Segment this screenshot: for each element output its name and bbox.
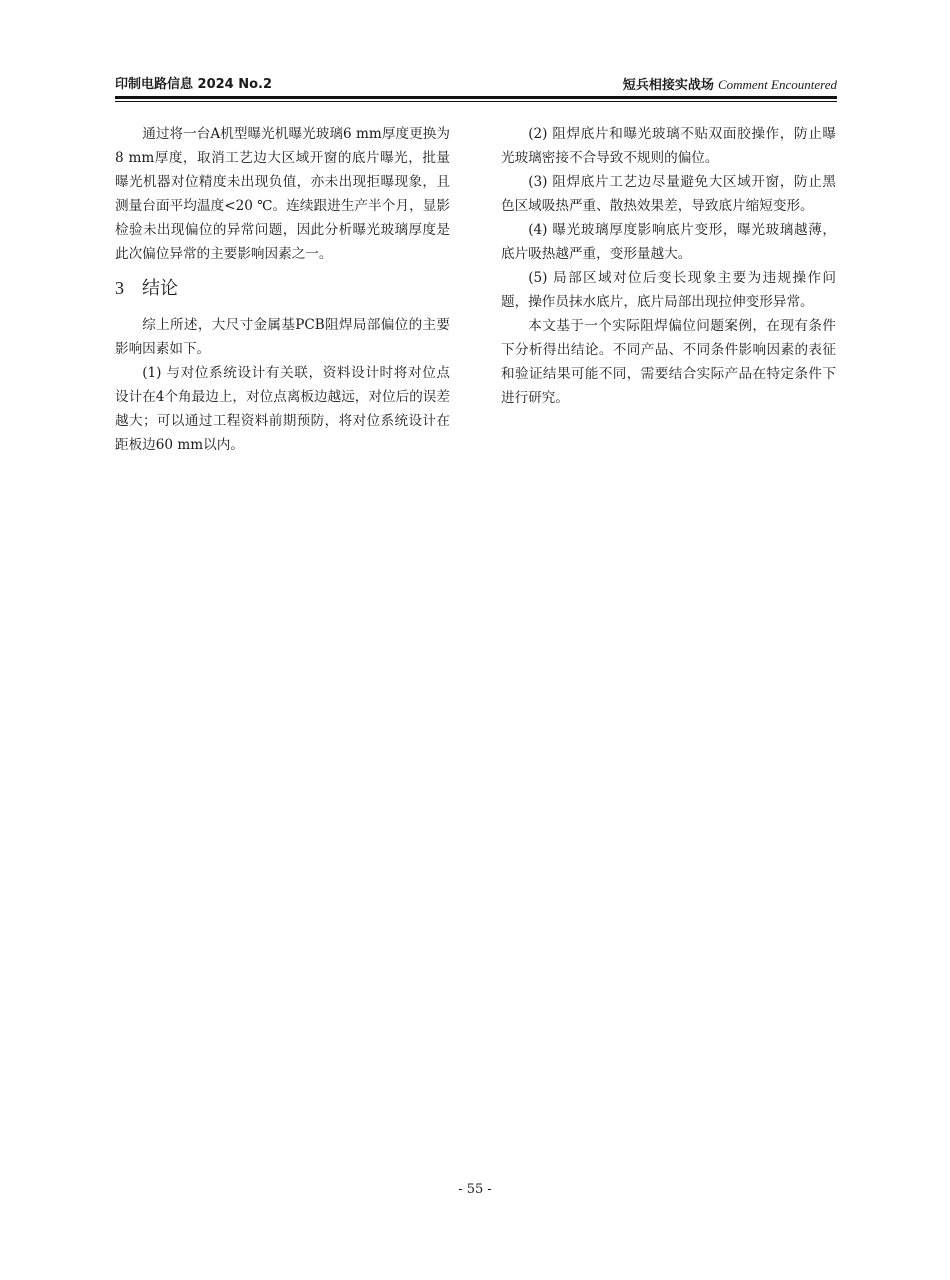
list-item: (4) 曝光玻璃厚度影响底片变形，曝光玻璃越薄，底片吸热越严重，变形量越大。 <box>501 222 836 262</box>
left-column <box>115 122 450 457</box>
list-item: (1) 与对位系统设计有关联，资料设计时将对位点设计在4个角最边上，对位点离板边越远，对位后的误差越大；可以通过工程资料前期预防，将对位系统设计在距板边60 mm以内。 <box>115 365 450 453</box>
column-name <box>623 76 837 95</box>
paragraph: 通过将一台A机型曝光机曝光玻璃6 mm厚度更换为8 mm厚度，取消工艺边大区域开窗的底片曝光，批量曝光机器对位精度未出现负值，亦未出现拒曝现象，且测量台面平均温度<20 ℃。连续跟进生产半个月，显影检验未出现偏位的异常问题，因此分析曝光玻璃厚度是此次偏位异常的主要影响因素之一。 <box>115 126 450 262</box>
header-rule-thin <box>115 101 837 102</box>
section-heading <box>115 276 450 301</box>
list-item: (3) 阻焊底片工艺边尽量避免大区域开窗，防止黑色区域吸热严重、散热效果差，导致底片缩短变形。 <box>501 174 836 214</box>
paragraph: 本文基于一个实际阻焊偏位问题案例，在现有条件下分析得出结论。不同产品、不同条件影响因素的表征和验证结果可能不同，需要结合实际产品在特定条件下进行研究。 <box>501 318 836 406</box>
column-name-cn: 短兵相接实战场 <box>622 78 714 93</box>
page-number: - 55 - <box>458 1182 492 1197</box>
paragraph: 综上所述，大尺寸金属基PCB阻焊局部偏位的主要影响因素如下。 <box>115 317 450 357</box>
section-title: 结论 <box>142 278 178 299</box>
column-name-en: Comment Encountered <box>717 77 837 92</box>
list-item: (5) 局部区域对位后变长现象主要为违规操作问题，操作员抹水底片，底片局部出现拉伸变形异常。 <box>501 270 836 310</box>
journal-issue: 印制电路信息 2024 No.2 <box>115 77 273 92</box>
header-rule-thick <box>115 96 837 99</box>
running-header <box>115 76 837 96</box>
right-column <box>501 122 836 410</box>
list-item: (2) 阻焊底片和曝光玻璃不贴双面胶操作，防止曝光玻璃密接不合导致不规则的偏位。 <box>501 126 836 166</box>
section-number: 3 <box>115 278 124 298</box>
